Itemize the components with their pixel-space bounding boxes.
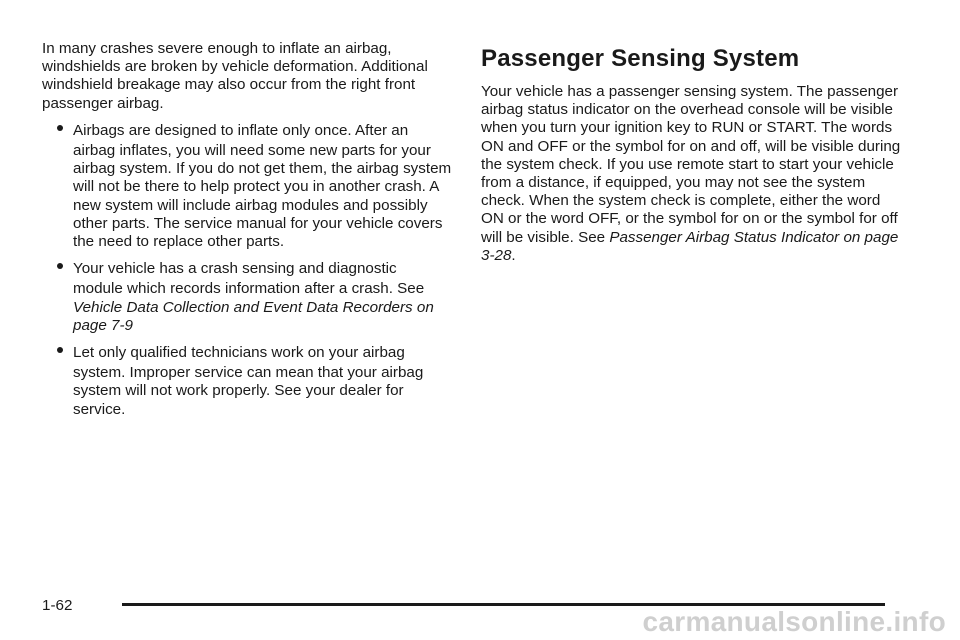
bullet-first-line: Airbags are designed to inflate only once. After an [73, 121, 409, 139]
bullet-item-crash-sensing [42, 260, 452, 335]
left-column [42, 40, 452, 419]
body-end: . [511, 246, 516, 264]
airbag-bullet-list [42, 122, 452, 419]
bullet-dot-icon [57, 347, 63, 353]
bullet-dot-icon [57, 263, 63, 269]
bullet-dot-icon [57, 125, 63, 131]
bullet-first-line: Your vehicle has a crash sensing and diagnostic [73, 260, 397, 278]
right-column [481, 44, 901, 265]
bullet-text: airbag inflates, you will need some new parts for your airbag system. If you do not get them, the airbag system will not be there to help protect you in another crash. A new system will include airbag modules and possibly other parts. The service manual for your vehicle covers the need to replace other parts. [73, 142, 452, 251]
passenger-sensing-paragraph [481, 83, 901, 265]
page-number: 1-62 [42, 597, 73, 614]
cross-reference-link-status-indicator[interactable]: Passenger Airbag Status Indicator on page 3-28 [481, 228, 899, 264]
bullet-text: module which records information after a crash. See [73, 280, 425, 298]
cross-reference-link-event-data[interactable]: Vehicle Data Collection and Event Data Recorders on page 7-9 [73, 298, 434, 334]
section-heading: Passenger Sensing System [481, 45, 800, 72]
bullet-first-line: Let only qualified technicians work on your airbag [73, 344, 405, 362]
intro-paragraph: In many crashes severe enough to inflate an airbag, windshields are broken by vehicle deformation. Additional windshield breakage may also occur from the right front passenger airbag. [42, 40, 428, 112]
body-text: Your vehicle has a passenger sensing system. The passenger airbag status indicator on the overhead console will be visible when you turn your ignition key to RUN or START. The words ON and OFF or the symbol for on and off, will be visible during the system check. If you use remote start to start your vehicle from a distance, if equipped, you may not see the system check. When the system check is complete, either the word ON or the word OFF, or the symbol for on or the symbol for off will be visible. See [481, 83, 901, 246]
bullet-item-qualified-technicians [42, 344, 452, 419]
bullet-text: system. Improper service can mean that your airbag system will not work properly. See your dealer for service. [73, 364, 424, 418]
watermark-logo: carmanualsonline.info [642, 606, 946, 637]
bullet-item-inflate-once [42, 122, 452, 251]
